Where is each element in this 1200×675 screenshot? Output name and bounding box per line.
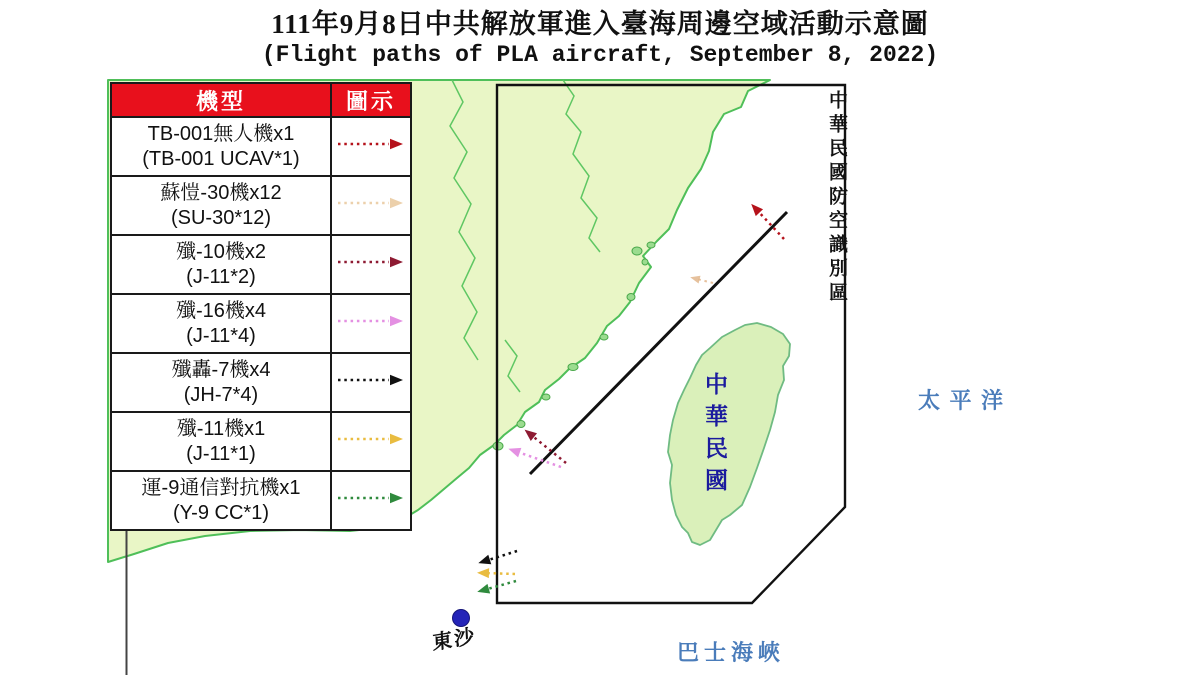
aircraft-type-en: (SU-30*12)	[170, 206, 272, 229]
aircraft-type-zh: 殲-11機x1	[176, 418, 266, 441]
legend-row	[111, 353, 411, 412]
aircraft-type-en: (Y-9 CC*1)	[173, 501, 269, 524]
legend-row	[111, 294, 411, 353]
aircraft-type-zh: 蘇愷-30機x12	[160, 182, 282, 205]
tb001-path	[756, 209, 784, 239]
aircraft-symbol-cell	[331, 176, 411, 235]
legend-header-type: 機型	[111, 83, 331, 117]
legend-row	[111, 412, 411, 471]
legend-table	[110, 82, 412, 531]
aircraft-symbol-cell	[331, 235, 411, 294]
jh7-path-arrowhead	[478, 555, 491, 565]
adiz-label: 中華民國防空識別區	[826, 90, 847, 306]
su30-path-arrowhead	[690, 276, 700, 284]
aircraft-symbol-cell	[331, 117, 411, 176]
page-title-zh: 111年9月8日中共解放軍進入臺海周邊空域活動示意圖	[271, 9, 929, 39]
aircraft-type-zh: 殲-10機x2	[175, 241, 267, 264]
aircraft-type-cell	[111, 117, 331, 176]
bashi-channel-label: 巴士海峽	[677, 640, 786, 665]
aircraft-symbol-cell	[331, 294, 411, 353]
aircraft-type-en: (JH-7*4)	[183, 383, 259, 406]
taiwan-country-label: 中華民國	[702, 372, 727, 500]
aircraft-type-cell	[111, 471, 331, 530]
legend-row	[111, 471, 411, 530]
pacific-ocean-label: 太 平 洋	[918, 388, 1006, 413]
aircraft-symbol-cell	[331, 353, 411, 412]
aircraft-type-zh: 殲轟-7機x4	[171, 359, 271, 382]
aircraft-symbol-cell	[331, 412, 411, 471]
legend-row	[111, 117, 411, 176]
y9-path-arrowhead	[477, 584, 490, 594]
aircraft-type-en: (TB-001 UCAV*1)	[142, 147, 300, 170]
legend-table-body	[111, 117, 411, 530]
aircraft-type-en: (J-11*2)	[186, 265, 256, 288]
flight-path-arrow-icon	[335, 488, 407, 508]
aircraft-type-zh: 運-9通信對抗機x1	[141, 477, 301, 500]
aircraft-type-zh: TB-001無人機x1	[147, 123, 295, 146]
flight-path-arrow-icon	[335, 252, 407, 272]
aircraft-type-cell	[111, 353, 331, 412]
flight-path-arrow-icon	[335, 193, 407, 213]
aircraft-type-cell	[111, 235, 331, 294]
flight-path-arrow-icon	[335, 370, 407, 390]
aircraft-type-zh: 殲-16機x4	[175, 300, 267, 323]
page-title	[0, 2, 1200, 68]
aircraft-type-en: (J-11*4)	[186, 324, 256, 347]
j11-path-arrowhead	[477, 568, 489, 578]
flight-path-arrow-icon	[335, 311, 407, 331]
flight-path-arrow-icon	[335, 134, 407, 154]
legend-row	[111, 176, 411, 235]
j16-path-arrowhead	[508, 448, 521, 457]
aircraft-type-cell	[111, 294, 331, 353]
aircraft-symbol-cell	[331, 471, 411, 530]
dongsha-island-label: 東沙	[431, 625, 477, 655]
legend-row	[111, 235, 411, 294]
legend-header-row	[111, 83, 411, 117]
aircraft-type-en: (J-11*1)	[186, 442, 256, 465]
page-title-en: (Flight paths of PLA aircraft, September 8, 2022)	[261, 42, 939, 68]
aircraft-type-cell	[111, 176, 331, 235]
jh7-path	[485, 551, 517, 561]
legend-header-symbol: 圖示	[331, 83, 411, 117]
aircraft-type-cell	[111, 412, 331, 471]
flight-path-arrow-icon	[335, 429, 407, 449]
